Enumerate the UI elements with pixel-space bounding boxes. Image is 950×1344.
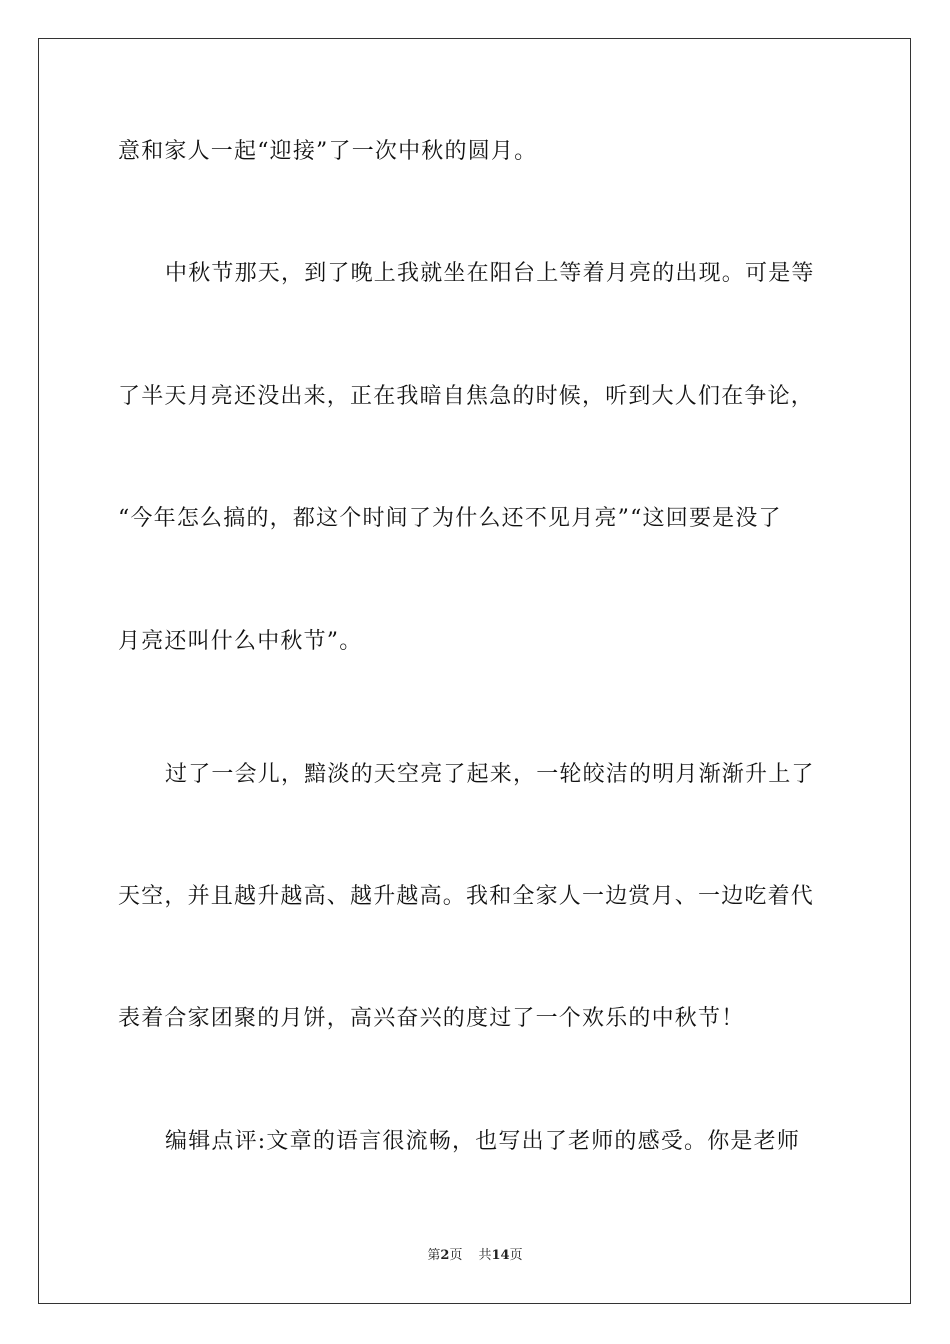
text-line: “今年怎么搞的，都这个时间了为什么还不见月亮”“这回要是没了 [118, 506, 782, 531]
text-line: 月亮还叫什么中秋节”。 [118, 629, 363, 654]
page-prefix: 第 [427, 1248, 441, 1263]
text-line: 意和家人一起“迎接”了一次中秋的圆月。 [118, 139, 538, 164]
text-line: 表着合家团聚的月饼，高兴奋兴的度过了一个欢乐的中秋节！ [118, 1006, 745, 1031]
paragraph-start-line: 过了一会儿，黯淡的天空亮了起来，一轮皎洁的明月渐渐升上了 [165, 762, 815, 787]
paragraph-start-line: 中秋节那天，到了晚上我就坐在阳台上等着月亮的出现。可是等 [165, 261, 815, 286]
page-number: 2 [440, 1248, 450, 1263]
page-suffix: 页 [449, 1248, 463, 1263]
text-line: 天空，并且越升越高、越升越高。我和全家人一边赏月、一边吃着代 [118, 884, 815, 909]
total-pages: 14 [491, 1248, 510, 1263]
page-border [38, 38, 911, 1304]
page-footer [0, 1247, 950, 1265]
total-prefix: 共 [478, 1248, 492, 1263]
total-suffix: 页 [509, 1248, 523, 1263]
paragraph-start-line: 编辑点评:文章的语言很流畅，也写出了老师的感受。你是老师 [165, 1129, 801, 1154]
text-line: 了半天月亮还没出来，正在我暗自焦急的时候，听到大人们在争论， [118, 384, 815, 409]
